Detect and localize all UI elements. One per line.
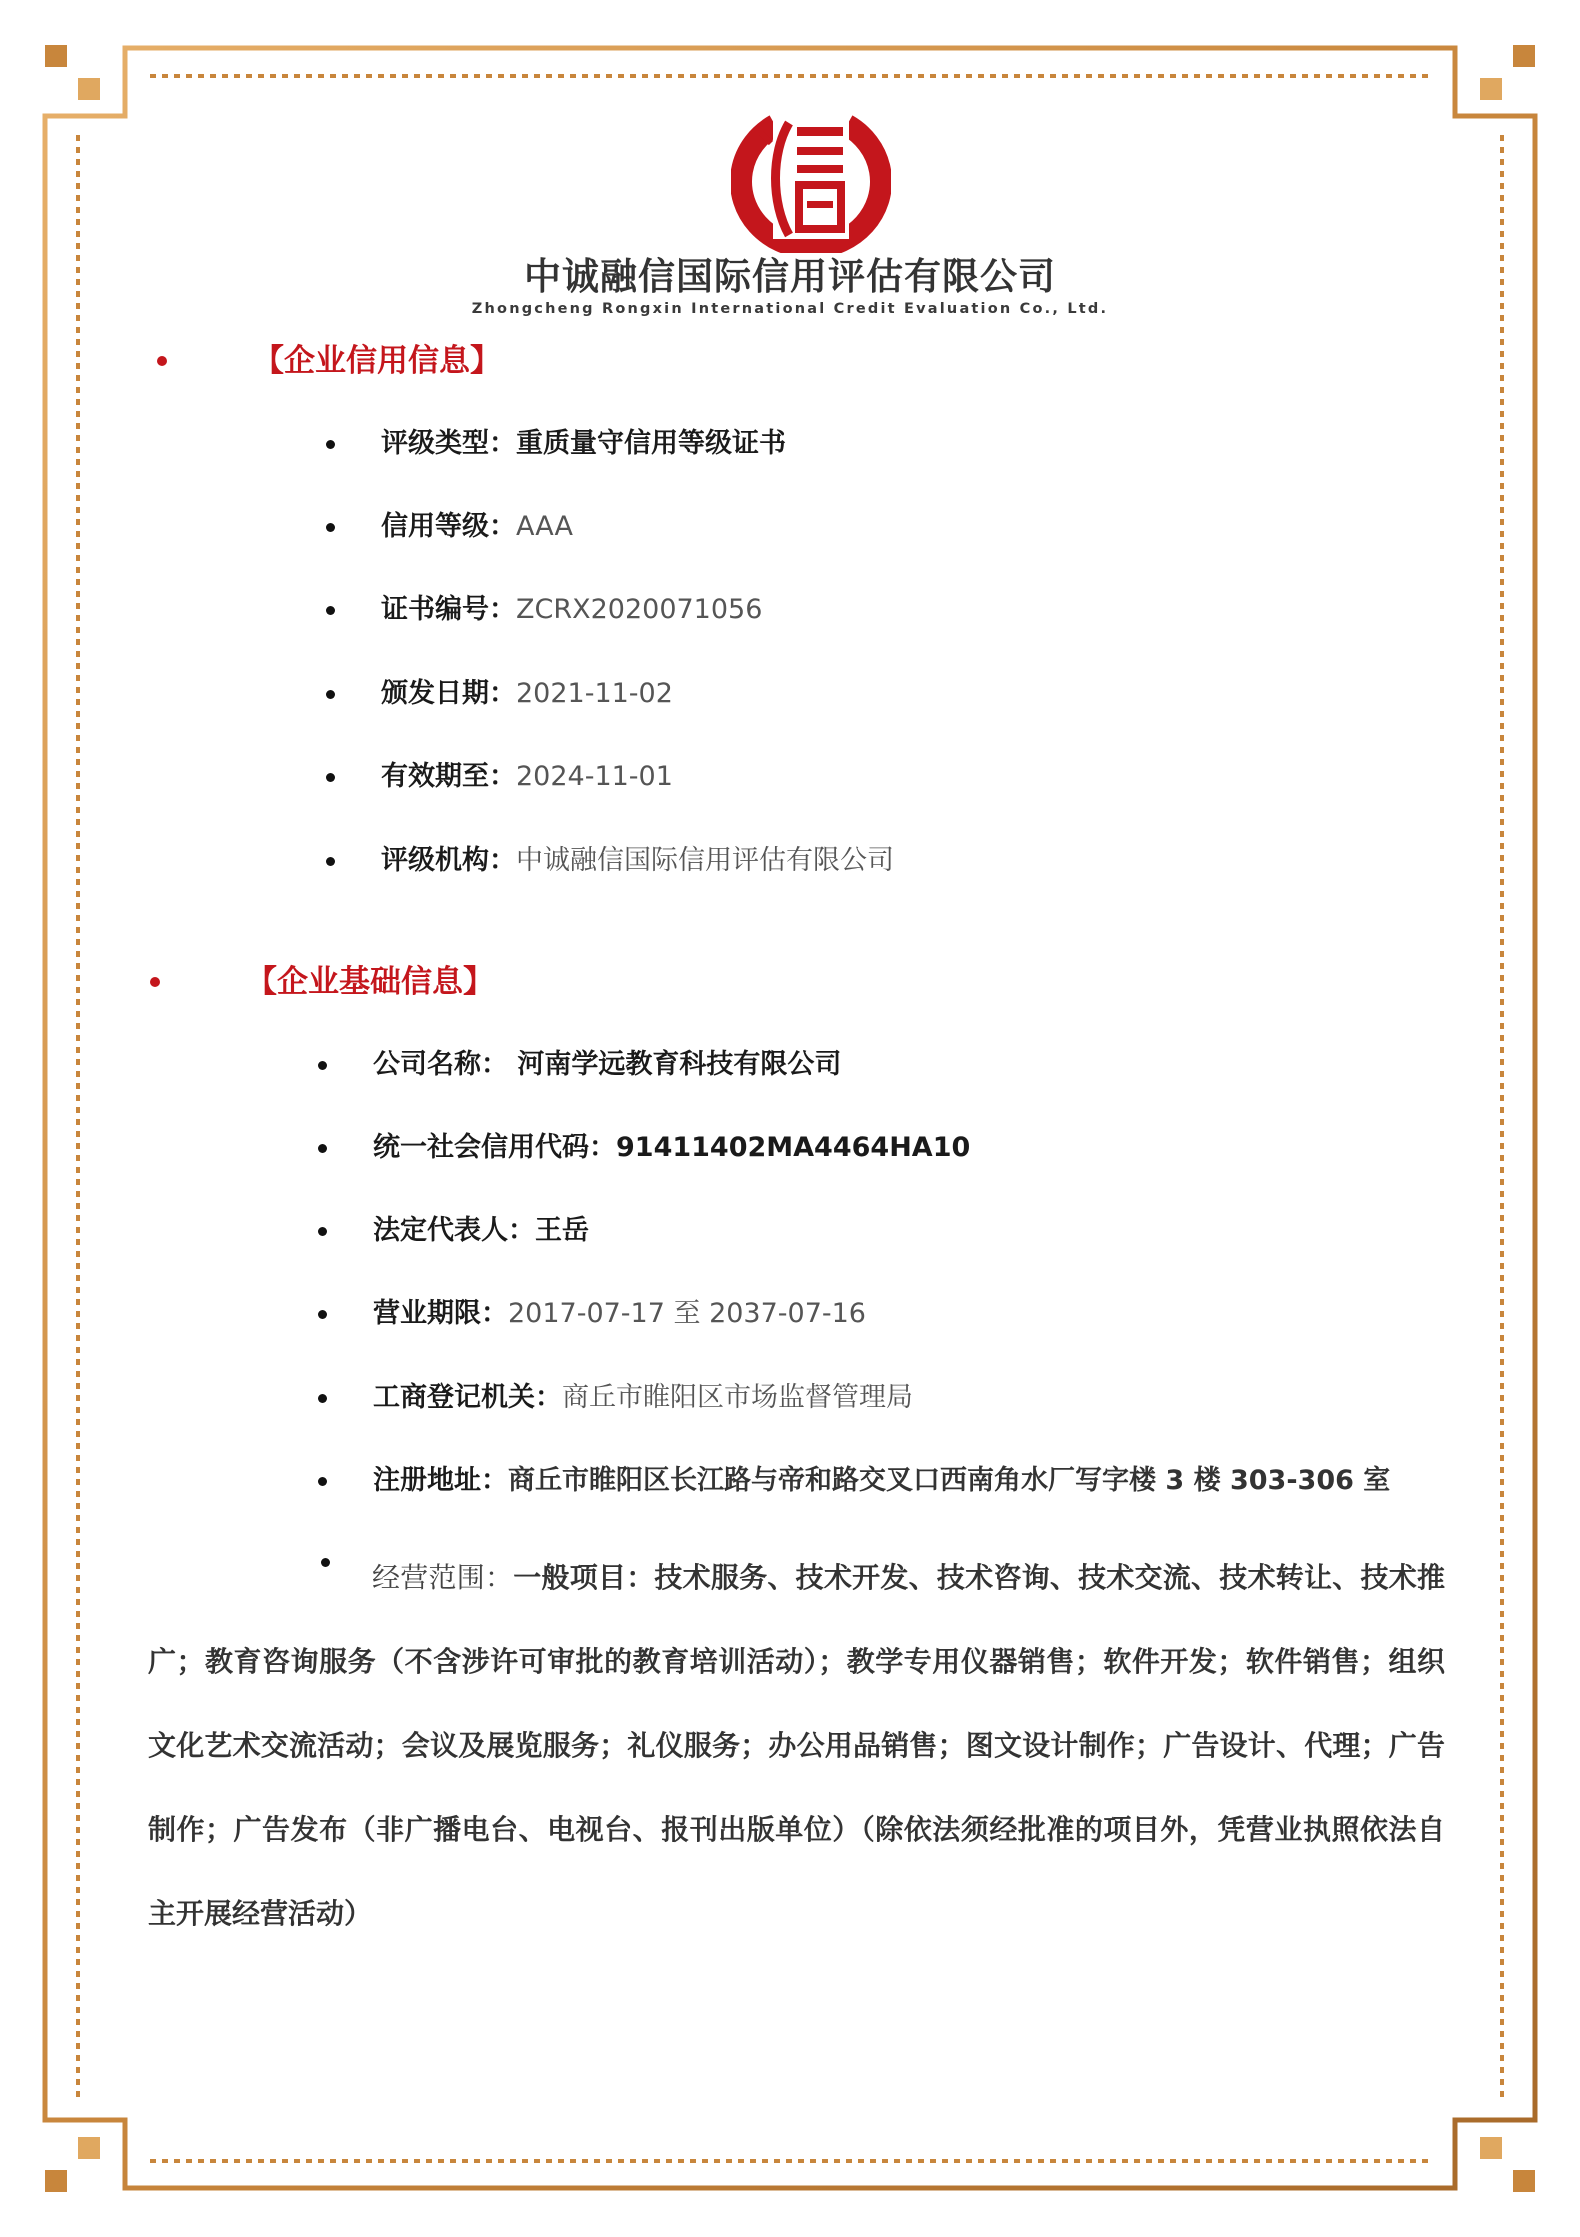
bullet-icon	[157, 356, 167, 366]
bullet-icon	[318, 1061, 327, 1070]
bullet-icon	[326, 857, 335, 866]
bullet-icon	[326, 523, 335, 532]
item-value: 2017-07-17 至 2037-07-16	[508, 1298, 866, 1329]
item-label: 法定代表人：	[373, 1215, 535, 1246]
item-value: 重质量守信用等级证书	[516, 428, 786, 459]
bullet-icon	[326, 606, 335, 615]
item-label: 有效期至：	[381, 761, 516, 792]
business-scope-text: 一般项目：技术服务、技术开发、技术咨询、技术交流、技术转让、技术推广；教育咨询服务（不含涉许可审批的教育培训活动）；教学专用仪器销售；软件开发；软件销售；组织文化艺术交流活动；会议及展览服务；礼仪服务；办公用品销售；图文设计制作；广告设计、代理；广告制作；广告发布（非广播电台、电视台、报刊出版单位）（除依法须经批准的项目外，凭营业执照依法自主开展经营活动）	[148, 1561, 1445, 1930]
item-label: 注册地址：	[373, 1465, 508, 1496]
bullet-icon	[318, 1477, 327, 1486]
item-value: 中诚融信国际信用评估有限公司	[516, 845, 894, 876]
item-value: AAA	[516, 511, 573, 542]
bullet-icon	[326, 440, 335, 449]
item-label: 统一社会信用代码：	[373, 1132, 616, 1163]
basic-section-header	[0, 960, 1580, 1004]
item-value: 2021-11-02	[516, 678, 673, 709]
company-logo-name-en: Zhongcheng Rongxin International Credit Evaluation Co., Ltd.	[471, 301, 1109, 317]
item-value: 王岳	[535, 1215, 589, 1246]
basic-item-business-term	[0, 1292, 1580, 1336]
company-logo-name-cn: 中诚融信国际信用评估有限公司	[524, 255, 1056, 298]
item-value: ZCRX2020071056	[516, 594, 763, 625]
credit-item-credit-level	[0, 505, 1580, 549]
item-label: 信用等级：	[381, 511, 516, 542]
basic-item-credit-code	[0, 1126, 1580, 1170]
bullet-icon	[318, 1227, 327, 1236]
item-value: 商丘市睢阳区市场监督管理局	[562, 1382, 913, 1413]
credit-item-valid-until	[0, 755, 1580, 799]
business-scope	[148, 1536, 1445, 1956]
bullet-icon	[326, 690, 335, 699]
credit-section-header	[0, 339, 1580, 383]
bullet-icon	[326, 773, 335, 782]
item-value: 2024-11-01	[516, 761, 673, 792]
item-label: 营业期限：	[373, 1298, 508, 1329]
item-label: 评级类型：	[381, 428, 516, 459]
credit-item-issue-date	[0, 672, 1580, 716]
bullet-icon	[318, 1394, 327, 1403]
business-scope-label: 经营范围：	[372, 1561, 514, 1594]
item-value: 商丘市睢阳区长江路与帝和路交叉口西南角水厂写字楼 3 楼 303-306 室	[508, 1465, 1391, 1496]
item-label: 评级机构：	[381, 845, 516, 876]
credit-item-rating-type	[0, 422, 1580, 466]
credit-section-title: 【企业信用信息】	[253, 343, 501, 379]
company-logo-icon	[731, 113, 891, 253]
basic-item-registered-address	[0, 1459, 1580, 1503]
basic-section-title: 【企业基础信息】	[246, 964, 494, 1000]
bullet-icon	[318, 1144, 327, 1153]
item-value: 河南学远教育科技有限公司	[508, 1049, 842, 1080]
basic-item-company-name	[0, 1043, 1580, 1087]
bullet-icon	[318, 1310, 327, 1319]
basic-item-legal-representative	[0, 1209, 1580, 1253]
basic-item-registration-authority	[0, 1376, 1580, 1420]
credit-item-certificate-number	[0, 588, 1580, 632]
credit-item-rating-agency	[0, 839, 1580, 883]
item-label: 公司名称：	[373, 1049, 508, 1080]
bullet-icon	[150, 977, 160, 987]
item-value: 91411402MA4464HA10	[616, 1132, 971, 1163]
item-label: 证书编号：	[381, 594, 516, 625]
item-label: 工商登记机关：	[373, 1382, 562, 1413]
item-label: 颁发日期：	[381, 678, 516, 709]
